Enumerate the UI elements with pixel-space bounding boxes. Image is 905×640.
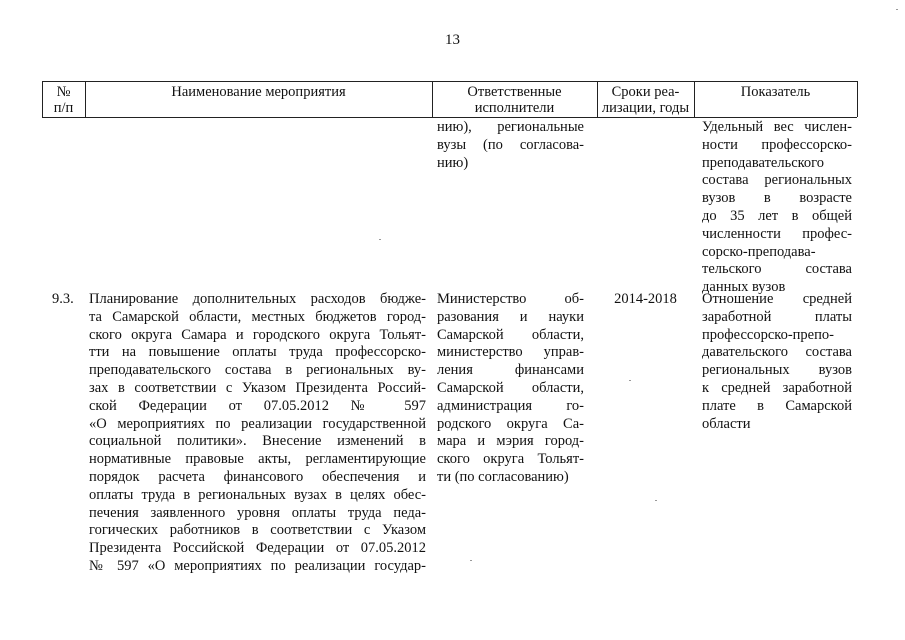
text-line: ления финансами	[437, 362, 584, 379]
header-indicator	[694, 84, 857, 100]
text-line: численности профес-	[702, 225, 852, 242]
text-line: региональных вузов	[702, 362, 852, 379]
header-number	[42, 84, 85, 116]
row-9-3-indicator	[702, 291, 852, 433]
continuation-responsible	[437, 119, 584, 172]
text-line: мара и мэрия город-	[437, 433, 584, 450]
text-line: тельского состава	[702, 261, 852, 278]
text-line: нормативные правовые акты, регламентирующие	[89, 451, 426, 468]
header-responsible-line2: исполнители	[474, 100, 555, 116]
header-name-text: Наименование мероприятия	[171, 84, 346, 100]
text-line: № 597 «О мероприятиях по реализации государ-	[89, 557, 426, 574]
header-period	[597, 84, 694, 116]
text-line: Отношение средней	[702, 291, 852, 307]
row-9-3-responsible	[437, 291, 584, 487]
text-line: родского округа Са-	[437, 415, 584, 432]
text-line: гогических работников в соответствии с Указом	[89, 522, 426, 539]
header-indicator-text: Показатель	[740, 84, 811, 100]
text-line: оплаты труда в региональных вузах в целях обес-	[89, 486, 426, 503]
header-period-line2: лизации, годы	[601, 100, 690, 116]
text-line: данных вузов	[702, 279, 786, 296]
header-responsible	[432, 84, 597, 116]
text-line: к средней заработной	[702, 379, 852, 396]
text-line: Министерство об-	[437, 291, 584, 307]
text-line: разования и науки	[437, 308, 584, 325]
text-line: ти (по согласованию)	[437, 468, 569, 485]
text-line: зах в соответствии с Указом Президента Россий-	[89, 379, 426, 396]
row-9-3-period	[597, 291, 694, 309]
text-line: ского округа Самара и городского округа Тольят-	[89, 326, 426, 343]
header-number-line1: №	[56, 84, 71, 100]
text-line: профессорско-препо-	[702, 326, 834, 343]
text-line: министерство управ-	[437, 344, 584, 361]
continuation-indicator	[702, 119, 852, 297]
page-number: 13	[445, 32, 460, 48]
text-line: области	[702, 415, 751, 432]
text-line: ской Федерации от 07.05.2012 № 597	[89, 397, 426, 414]
table-right-border	[857, 81, 858, 117]
text-line: вузы (по согласова-	[437, 136, 584, 153]
text-line: состава региональных	[702, 172, 852, 189]
text-line: та Самарской области, местных бюджетов город-	[89, 308, 426, 325]
text-line: до 35 лет в общей	[702, 207, 852, 224]
text-line: Удельный вес числен-	[702, 119, 852, 135]
header-bottom-border	[42, 117, 857, 118]
text-line: преподавательского	[702, 154, 825, 171]
text-line: заработной платы	[702, 308, 852, 325]
text-line: администрация го-	[437, 397, 584, 414]
scan-speck	[655, 500, 657, 501]
text-line: печения заявленного уровня оплаты труда педа-	[89, 504, 426, 521]
header-number-line2: п/п	[53, 100, 74, 116]
text-line: тти на повышение оплаты труда профессорско-	[89, 344, 426, 361]
text-line: нию), региональные	[437, 119, 584, 135]
text-line: «О мероприятиях по реализации государственной	[89, 415, 426, 432]
text-line: Самарской области,	[437, 379, 584, 396]
text-line: преподавательского состава в региональных ву-	[89, 362, 426, 379]
text-line: плате в Самарской	[702, 397, 852, 414]
period-value: 2014-2018	[614, 291, 677, 307]
scan-speck	[470, 560, 472, 561]
text-line: социальной политики». Внесение изменений в	[89, 433, 426, 450]
header-responsible-line1: Ответственные	[467, 84, 562, 100]
row-9-3-name	[89, 291, 426, 576]
header-period-line1: Сроки реа-	[611, 84, 680, 100]
text-line: нию)	[437, 154, 469, 171]
scan-speck	[629, 380, 631, 381]
text-line: Планирование дополнительных расходов бюдже-	[89, 291, 426, 307]
text-line: вузов в возрасте	[702, 190, 852, 207]
scan-speck	[896, 9, 898, 10]
text-line: сорско-преподава-	[702, 243, 816, 260]
row-number: 9.3.	[52, 291, 74, 307]
text-line: ности профессорско-	[702, 136, 852, 153]
row-9-3-number	[52, 291, 82, 309]
text-line: порядок расчета финансового обеспечения и	[89, 468, 426, 485]
header-name	[85, 84, 432, 100]
text-line: Президента Российской Федерации от 07.05.2012	[89, 540, 426, 557]
scan-speck	[379, 239, 381, 240]
text-line: давательского состава	[702, 344, 852, 361]
text-line: ского округа Тольят-	[437, 451, 584, 468]
text-line: Самарской области,	[437, 326, 584, 343]
table-top-border	[42, 81, 857, 82]
